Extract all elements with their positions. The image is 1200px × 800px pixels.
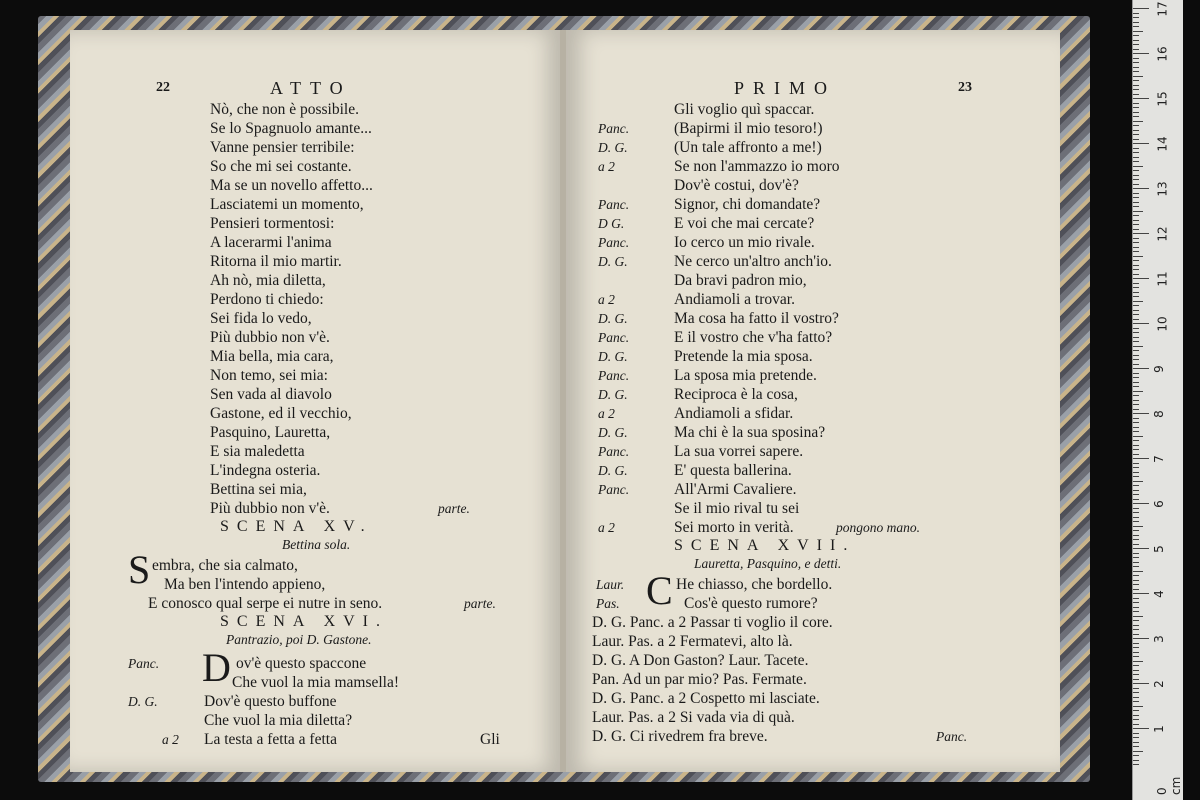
ruler-tick	[1133, 620, 1139, 621]
ruler-tick	[1133, 143, 1149, 144]
ruler-tick	[1133, 395, 1139, 396]
ruler-tick	[1133, 436, 1143, 437]
ruler-tick	[1133, 719, 1139, 720]
catchword: Gli	[480, 731, 500, 748]
ruler-tick	[1133, 526, 1143, 527]
ruler-tick	[1133, 17, 1139, 18]
ruler-tick	[1133, 238, 1139, 239]
ruler-tick	[1133, 548, 1149, 549]
ruler-tick	[1133, 431, 1139, 432]
ruler-tick	[1133, 454, 1139, 455]
verse-line: Da bravi padron mio,	[674, 272, 807, 289]
ruler-tick	[1133, 575, 1139, 576]
verse-line: Sei fida lo vedo,	[210, 310, 312, 327]
ruler-label: 1	[1151, 725, 1166, 733]
verse-line: Vanne pensier terribile:	[210, 139, 355, 156]
ruler-tick	[1133, 260, 1139, 261]
ruler-tick	[1133, 211, 1143, 212]
ruler-tick	[1133, 422, 1139, 423]
ruler-label: 8	[1151, 410, 1166, 418]
verse-line: Pensieri tormentosi:	[210, 215, 335, 232]
ruler-tick	[1133, 413, 1149, 414]
verse-line: Ma chi è la sua sposina?	[674, 424, 826, 441]
ruler-tick	[1133, 553, 1139, 554]
measuring-ruler	[1132, 0, 1183, 800]
speaker-label: a 2	[162, 732, 179, 747]
ruler-tick	[1133, 661, 1143, 662]
ruler-tick	[1133, 274, 1139, 275]
ruler-tick	[1133, 179, 1139, 180]
right-page	[566, 30, 1060, 772]
verse-line: D. G. A Don Gaston? Laur. Tacete.	[592, 652, 809, 669]
verse-line: A lacerarmi l'anima	[210, 234, 332, 251]
ruler-tick	[1133, 593, 1149, 594]
ruler-tick	[1133, 544, 1139, 545]
scene-cast: Bettina sola.	[282, 537, 351, 552]
ruler-tick	[1133, 503, 1149, 504]
verse-line: Se il mio rival tu sei	[674, 500, 800, 517]
ruler-tick	[1133, 373, 1139, 374]
speaker-label: D. G.	[598, 425, 628, 440]
verse-line: Che vuol la mia diletta?	[204, 712, 353, 729]
ruler-tick	[1133, 265, 1139, 266]
verse-line: Laur. Pas. a 2 Si vada via di quà.	[592, 709, 795, 726]
ruler-tick	[1133, 440, 1139, 441]
verse-line: Se non l'ammazzo io moro	[674, 158, 840, 175]
verse-line: Signor, chi domandate?	[674, 196, 821, 213]
ruler-tick	[1133, 94, 1139, 95]
ruler-tick	[1133, 674, 1139, 675]
scene-cast: Lauretta, Pasquino, e detti.	[694, 556, 842, 571]
ruler-label: 11	[1155, 271, 1170, 287]
ruler-tick	[1133, 233, 1149, 234]
ruler-tick	[1133, 242, 1139, 243]
verse-line: Andiamoli a sfidar.	[674, 405, 794, 422]
verse-line: embra, che sia calmato,	[152, 557, 298, 574]
ruler-label: 16	[1155, 46, 1170, 62]
ruler-tick	[1133, 62, 1139, 63]
speaker-label: D G.	[598, 216, 625, 231]
ruler-label: 5	[1151, 545, 1166, 553]
verse-line: All'Armi Cavaliere.	[674, 481, 797, 498]
ruler-tick	[1133, 458, 1149, 459]
ruler-tick	[1133, 184, 1139, 185]
verse-line: Ma se un novello affetto...	[210, 177, 373, 194]
ruler-tick	[1133, 760, 1139, 761]
ruler-tick	[1133, 139, 1139, 140]
ruler-label: 10	[1155, 316, 1170, 332]
ruler-tick	[1133, 418, 1139, 419]
ruler-tick	[1133, 679, 1139, 680]
ruler-tick	[1133, 647, 1139, 648]
ruler-tick	[1133, 355, 1139, 356]
verse-line: Più dubbio non v'è.	[210, 500, 330, 517]
verse-line: Dov'è costui, dov'è?	[674, 177, 799, 194]
ruler-tick	[1133, 76, 1143, 77]
ruler-tick	[1133, 494, 1139, 495]
verse-line: Pan. Ad un par mio? Pas. Fermate.	[592, 671, 807, 688]
verse-line: Reciproca è la cosa,	[674, 386, 798, 403]
ruler-tick	[1133, 598, 1139, 599]
ruler-label: 17	[1155, 1, 1170, 17]
ruler-tick	[1133, 89, 1139, 90]
ruler-tick	[1133, 134, 1139, 135]
ruler-tick	[1133, 742, 1139, 743]
ruler-tick	[1133, 364, 1139, 365]
ruler-tick	[1133, 314, 1139, 315]
ruler-tick	[1133, 382, 1139, 383]
scene-heading: SCENA XVII.	[674, 537, 856, 554]
ruler-tick	[1133, 13, 1139, 14]
stage-direction: parte.	[464, 596, 496, 611]
ruler-label: 0 cm	[1155, 776, 1183, 795]
ruler-tick	[1133, 175, 1139, 176]
speaker-label: a 2	[598, 292, 615, 307]
ruler-label: 6	[1151, 500, 1166, 508]
ruler-tick	[1133, 67, 1139, 68]
speaker-label: D. G.	[598, 140, 628, 155]
verse-line: La testa a fetta a fetta	[204, 731, 337, 748]
ruler-tick	[1133, 251, 1139, 252]
ruler-label: 2	[1151, 680, 1166, 688]
ruler-tick	[1133, 764, 1139, 765]
ruler-tick	[1133, 706, 1143, 707]
ruler-tick	[1133, 670, 1139, 671]
ruler-tick	[1133, 616, 1143, 617]
speaker-label: Panc.	[598, 197, 630, 212]
speaker-label: Panc.	[128, 656, 160, 671]
ruler-tick	[1133, 49, 1139, 50]
ruler-tick	[1133, 58, 1139, 59]
verse-line: Che vuol la mia mamsella!	[232, 674, 400, 691]
verse-line: Nò, che non è possibile.	[210, 101, 359, 118]
speaker-label: D. G.	[598, 463, 628, 478]
speaker-label: Pas.	[596, 596, 620, 611]
ruler-tick	[1133, 350, 1139, 351]
verse-line: Lasciatemi un momento,	[210, 196, 364, 213]
verse-line: He chiasso, che bordello.	[676, 576, 833, 593]
speaker-label: Panc.	[598, 121, 630, 136]
ruler-tick	[1133, 305, 1139, 306]
ruler-tick	[1133, 116, 1139, 117]
ruler-tick	[1133, 530, 1139, 531]
ruler-tick	[1133, 508, 1139, 509]
ruler-label: 3	[1151, 635, 1166, 643]
verse-line: Ritorna il mio martir.	[210, 253, 342, 270]
ruler-tick	[1133, 445, 1139, 446]
speaker-label: Panc.	[598, 235, 630, 250]
ruler-tick	[1133, 44, 1139, 45]
verse-line: (Bapirmi il mio tesoro!)	[674, 120, 823, 137]
ruler-tick	[1133, 539, 1139, 540]
ruler-tick	[1133, 130, 1139, 131]
ruler-tick	[1133, 220, 1139, 221]
ruler-tick	[1133, 751, 1143, 752]
verse-line: (Un tale affronto a me!)	[674, 139, 822, 156]
ruler-tick	[1133, 229, 1139, 230]
ruler-tick	[1133, 688, 1139, 689]
ruler-tick	[1133, 121, 1143, 122]
catchword: Panc.	[936, 729, 968, 744]
speaker-label: Panc.	[598, 330, 630, 345]
ruler-tick	[1133, 427, 1139, 428]
verse-line: Sen vada al diavolo	[210, 386, 332, 403]
speaker-label: D. G.	[128, 694, 158, 709]
ruler-tick	[1133, 562, 1139, 563]
ruler-tick	[1133, 683, 1149, 684]
verse-line: D. G. Ci rivedrem fra breve.	[592, 728, 768, 745]
ruler-tick	[1133, 328, 1139, 329]
verse-line: Pasquino, Lauretta,	[210, 424, 331, 441]
ruler-tick	[1133, 85, 1139, 86]
ruler-label: 4	[1151, 590, 1166, 598]
verse-line: Sei morto in verità.	[674, 519, 794, 536]
ruler-tick	[1133, 346, 1143, 347]
verse-line: Più dubbio non v'è.	[210, 329, 330, 346]
ruler-tick	[1133, 512, 1139, 513]
ruler-tick	[1133, 98, 1149, 99]
ruler-tick	[1133, 467, 1139, 468]
ruler-tick	[1133, 31, 1143, 32]
verse-line: E' questa ballerina.	[674, 462, 792, 479]
ruler-tick	[1133, 746, 1139, 747]
ruler-tick	[1133, 103, 1139, 104]
speaker-label: D. G.	[598, 349, 628, 364]
ruler-tick	[1133, 256, 1143, 257]
ruler-tick	[1133, 656, 1139, 657]
verse-line: Bettina sei mia,	[210, 481, 307, 498]
ruler-tick	[1133, 728, 1149, 729]
ruler-tick	[1133, 602, 1139, 603]
verse-line: D. G. Panc. a 2 Cospetto mi lasciate.	[592, 690, 820, 707]
scene-cast: Pantrazio, poi D. Gastone.	[226, 632, 372, 647]
ruler-tick	[1133, 535, 1139, 536]
ruler-tick	[1133, 310, 1139, 311]
ruler-tick	[1133, 697, 1139, 698]
ruler-tick	[1133, 377, 1139, 378]
verse-line: Pretende la mia sposa.	[674, 348, 813, 365]
ruler-tick	[1133, 278, 1149, 279]
ruler-tick	[1133, 35, 1139, 36]
verse-line: E conosco qual serpe ei nutre in seno.	[148, 595, 383, 612]
ruler-tick	[1133, 53, 1149, 54]
ruler-tick	[1133, 197, 1139, 198]
page-number: 23	[958, 80, 972, 95]
speaker-label: a 2	[598, 520, 615, 535]
ruler-tick	[1133, 8, 1149, 9]
ruler-tick	[1133, 152, 1139, 153]
verse-line: Ma cosa ha fatto il vostro?	[674, 310, 839, 327]
ruler-tick	[1133, 188, 1149, 189]
ruler-tick	[1133, 368, 1149, 369]
ruler-label: 12	[1155, 226, 1170, 242]
verse-line: La sposa mia pretende.	[674, 367, 817, 384]
stage-direction: pongono mano.	[836, 520, 920, 535]
ruler-tick	[1133, 404, 1139, 405]
verse-line: L'indegna osteria.	[210, 462, 321, 479]
ruler-tick	[1133, 202, 1139, 203]
drop-capital: D	[202, 645, 231, 690]
ruler-tick	[1133, 193, 1139, 194]
ruler-tick	[1133, 584, 1139, 585]
ruler-tick	[1133, 170, 1139, 171]
verse-line: D. G. Panc. a 2 Passar ti voglio il core.	[592, 614, 833, 631]
ruler-tick	[1133, 737, 1139, 738]
ruler-tick	[1133, 733, 1139, 734]
ruler-tick	[1133, 332, 1139, 333]
verse-line: Io cerco un mio rivale.	[674, 234, 815, 251]
ruler-tick	[1133, 400, 1139, 401]
ruler-tick	[1133, 643, 1139, 644]
ruler-label: 14	[1155, 136, 1170, 152]
ruler-label: 9	[1151, 365, 1166, 373]
verse-line: Ne cerco un'altro anch'io.	[674, 253, 832, 270]
page-number: 22	[156, 80, 170, 95]
ruler-tick	[1133, 283, 1139, 284]
ruler-tick	[1133, 71, 1139, 72]
speaker-label: Panc.	[598, 368, 630, 383]
ruler-tick	[1133, 206, 1139, 207]
ruler-tick	[1133, 157, 1139, 158]
ruler-tick	[1133, 607, 1139, 608]
ruler-tick	[1133, 40, 1139, 41]
verse-line: E voi che mai cercate?	[674, 215, 815, 232]
verse-line: Gli voglio quì spaccar.	[674, 101, 815, 118]
running-header: PRIMO	[734, 78, 837, 98]
ruler-tick	[1133, 463, 1139, 464]
ruler-tick	[1133, 359, 1139, 360]
verse-line: Perdono ti chiedo:	[210, 291, 324, 308]
ruler-tick	[1133, 148, 1139, 149]
ruler-tick	[1133, 224, 1139, 225]
verse-line: Se lo Spagnuolo amante...	[210, 120, 372, 137]
ruler-label: 13	[1155, 181, 1170, 197]
ruler-tick	[1133, 571, 1143, 572]
ruler-tick	[1133, 26, 1139, 27]
ruler-label: 7	[1151, 455, 1166, 463]
speaker-label: a 2	[598, 159, 615, 174]
ruler-tick	[1133, 499, 1139, 500]
drop-capital: C	[646, 568, 673, 613]
ruler-tick	[1133, 580, 1139, 581]
verse-line: Gastone, ed il vecchio,	[210, 405, 352, 422]
ruler-tick	[1133, 589, 1139, 590]
verse-line: La sua vorrei sapere.	[674, 443, 804, 460]
ruler-tick	[1133, 517, 1139, 518]
left-page	[70, 30, 562, 772]
speaker-label: D. G.	[598, 254, 628, 269]
ruler-tick	[1133, 715, 1139, 716]
ruler-tick	[1133, 301, 1143, 302]
ruler-tick	[1133, 323, 1149, 324]
ruler-tick	[1133, 490, 1139, 491]
ruler-tick	[1133, 296, 1139, 297]
ruler-tick	[1133, 634, 1139, 635]
ruler-tick	[1133, 247, 1139, 248]
ruler-tick	[1133, 692, 1139, 693]
verse-line: Ah nò, mia diletta,	[210, 272, 326, 289]
verse-line: Ma ben l'intendo appieno,	[164, 576, 326, 593]
ruler-tick	[1133, 481, 1143, 482]
ruler-tick	[1133, 337, 1139, 338]
ruler-tick	[1133, 724, 1139, 725]
ruler-tick	[1133, 701, 1139, 702]
verse-line: Cos'è questo rumore?	[684, 595, 818, 612]
stage-direction: parte.	[438, 501, 470, 516]
verse-line: ov'è questo spaccone	[236, 655, 367, 672]
verse-line: So che mi sei costante.	[210, 158, 352, 175]
scene-heading: SCENA XVI.	[220, 613, 389, 630]
ruler-tick	[1133, 292, 1139, 293]
ruler-tick	[1133, 22, 1139, 23]
ruler-tick	[1133, 652, 1139, 653]
ruler-label: 15	[1155, 91, 1170, 107]
ruler-tick	[1133, 566, 1139, 567]
speaker-label: Panc.	[598, 482, 630, 497]
running-header: ATTO	[270, 78, 352, 98]
ruler-tick	[1133, 449, 1139, 450]
ruler-tick	[1133, 112, 1139, 113]
speaker-label: D. G.	[598, 387, 628, 402]
ruler-tick	[1133, 391, 1143, 392]
speaker-label: a 2	[598, 406, 615, 421]
verse-line: Non temo, sei mia:	[210, 367, 328, 384]
verse-line: E sia maledetta	[210, 443, 305, 460]
ruler-tick	[1133, 287, 1139, 288]
ruler-tick	[1133, 107, 1139, 108]
ruler-tick	[1133, 80, 1139, 81]
ruler-tick	[1133, 472, 1139, 473]
ruler-tick	[1133, 161, 1139, 162]
ruler-tick	[1133, 409, 1139, 410]
speaker-label: D. G.	[598, 311, 628, 326]
ruler-tick	[1133, 557, 1139, 558]
ruler-tick	[1133, 476, 1139, 477]
verse-line: Laur. Pas. a 2 Fermatevi, alto là.	[592, 633, 793, 650]
ruler-tick	[1133, 629, 1139, 630]
verse-line: Dov'è questo buffone	[204, 693, 337, 710]
speaker-label: Panc.	[598, 444, 630, 459]
ruler-tick	[1133, 755, 1139, 756]
verse-line: Mia bella, mia cara,	[210, 348, 334, 365]
verse-line: Andiamoli a trovar.	[674, 291, 795, 308]
drop-capital: S	[128, 547, 151, 592]
ruler-tick	[1133, 166, 1143, 167]
verse-line: E il vostro che v'ha fatto?	[674, 329, 833, 346]
ruler-tick	[1133, 665, 1139, 666]
ruler-tick	[1133, 625, 1139, 626]
ruler-tick	[1133, 521, 1139, 522]
ruler-tick	[1133, 386, 1139, 387]
ruler-tick	[1133, 638, 1149, 639]
ruler-tick	[1133, 710, 1139, 711]
ruler-tick	[1133, 485, 1139, 486]
ruler-tick	[1133, 341, 1139, 342]
speaker-label: Laur.	[596, 577, 625, 592]
scene-heading: SCENA XV.	[220, 518, 373, 535]
ruler-tick	[1133, 269, 1139, 270]
ruler-tick	[1133, 611, 1139, 612]
ruler-tick	[1133, 319, 1139, 320]
ruler-tick	[1133, 215, 1139, 216]
ruler-tick	[1133, 125, 1139, 126]
